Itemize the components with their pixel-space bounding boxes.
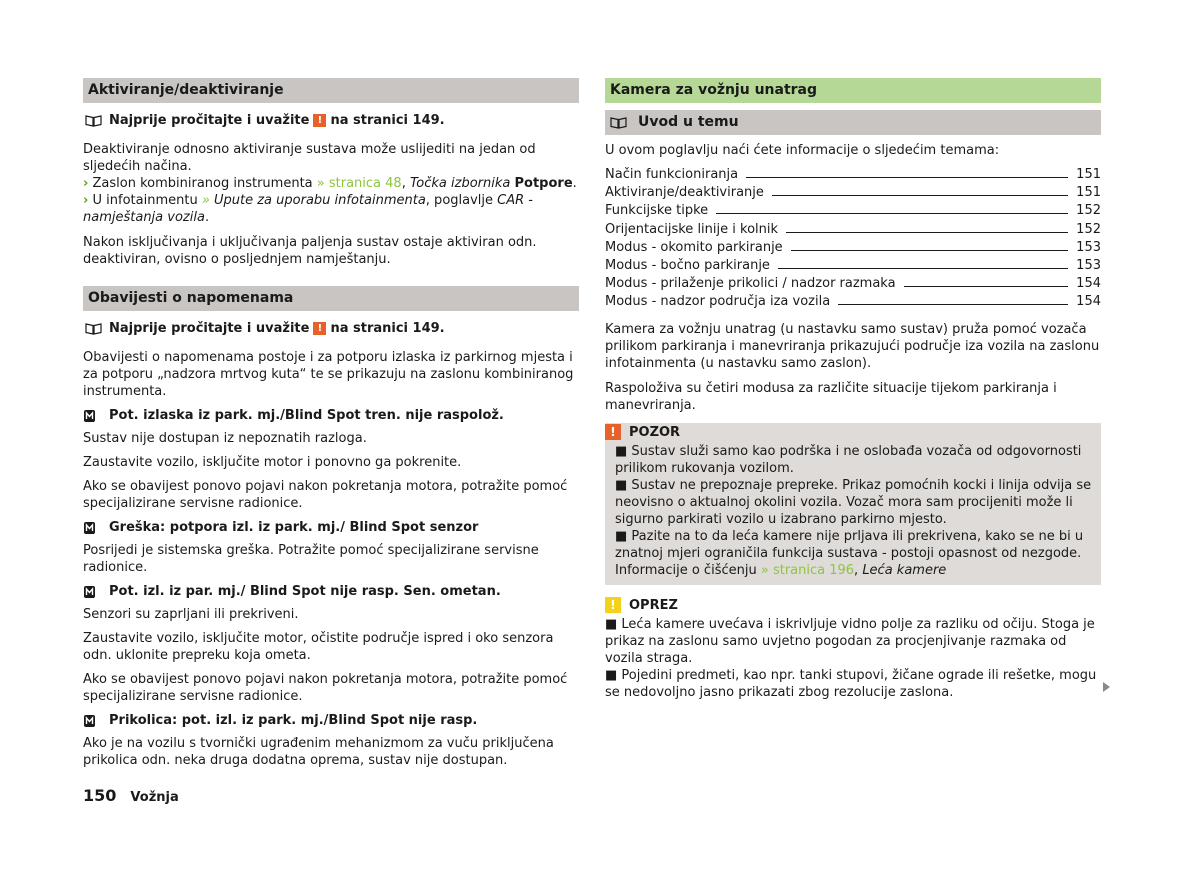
- section-heading-notices: Obavijesti o napomenama: [83, 286, 579, 311]
- caution-item: ■ Sustav ne prepoznaje prepreke. Prikaz pomoćnih kocki i linija odvija se neovisno o aktualnoj okolini vozila. Vozač mora sam procijeniti može li sigurno parkirati vozilo u izabrano parkirno mjesto.: [615, 477, 1092, 527]
- page-link[interactable]: » stranica 48: [316, 176, 402, 191]
- read-first-text-a: Najprije pročitajte i uvažite: [109, 321, 310, 336]
- message-heading: Greška: potpora izl. iz park. mj./ Blind Spot senzor: [83, 519, 579, 536]
- paragraph: U ovom poglavlju naći ćete informacije o sljedećim temama:: [605, 143, 1000, 158]
- paragraph: Ako se obavijest ponovo pojavi nakon pokretanja motora, potražite pomoć specijalizirane servisne radionice.: [83, 672, 568, 704]
- table-of-contents: [605, 166, 1101, 312]
- toc-row[interactable]: [605, 293, 1101, 311]
- display-message-icon: [83, 585, 96, 599]
- bullet-item: › U infotainmentu » Upute za uporabu infotainmenta, poglavlje CAR - namještanja vozila.: [83, 193, 533, 225]
- chevron-right-icon: ›: [83, 193, 89, 208]
- caution-heading: ! POZOR: [605, 424, 1093, 441]
- page-footer: [83, 787, 179, 806]
- toc-row[interactable]: [605, 184, 1101, 202]
- paragraph: Senzori su zaprljani ili prekriveni.: [83, 607, 299, 622]
- book-icon: [85, 323, 102, 335]
- paragraph: Zaustavite vozilo, isključite motor i ponovno ga pokrenite.: [83, 455, 462, 470]
- toc-label: Modus - nadzor područja iza vozila: [605, 294, 831, 310]
- toc-label: Orijentacijske linije i kolnik: [605, 221, 779, 237]
- section-name: Vožnja: [130, 790, 179, 805]
- toc-leader: [904, 286, 1069, 287]
- toc-row[interactable]: [605, 166, 1101, 184]
- message-heading: Prikolica: pot. izl. iz park. mj./Blind Spot nije rasp.: [83, 712, 579, 729]
- toc-label: Način funkcioniranja: [605, 167, 739, 182]
- toc-leader: [791, 250, 1068, 251]
- read-first-note: [83, 320, 579, 337]
- read-first-text-b: na stranici 149.: [330, 321, 445, 336]
- paragraph: Sustav nije dostupan iz nepoznatih razloga.: [83, 431, 367, 446]
- paragraph: Zaustavite vozilo, isključite motor, očistite područje ispred i oko senzora odn. uklonite prepreku koja ometa.: [83, 631, 554, 663]
- toc-label: Modus - bočno parkiranje: [605, 257, 770, 273]
- left-column: [83, 78, 579, 769]
- paragraph: Obavijesti o napomenama postoje i za potporu izlaska iz parkirnog mjesta i za potporu „nadzora mrtvog kuta“ te se prikazuju na zaslonu kombiniranog instrumenta.: [83, 350, 574, 399]
- toc-leader: [746, 177, 1068, 178]
- toc-page: 152: [1076, 203, 1101, 219]
- page-number: 150: [83, 786, 117, 805]
- toc-row[interactable]: [605, 239, 1101, 257]
- notice-item: ■ Pojedini predmeti, kao npr. tanki stupovi, žičane ograde ili rešetke, mogu se nedovoljno jasno prikazati zbog rezolucije zaslona.: [605, 667, 1097, 700]
- warning-icon: !: [313, 114, 326, 127]
- paragraph: Ako je na vozilu s tvornički ugrađenim mehanizmom za vuču priključena prikolica odn. neka druga dodatna oprema, sustav nije dostupan.: [83, 736, 554, 768]
- display-message-icon: [83, 714, 96, 728]
- read-first-text-b: na stranici 149.: [330, 113, 445, 128]
- toc-row[interactable]: [605, 202, 1101, 220]
- toc-page: 154: [1076, 294, 1101, 310]
- toc-page: 151: [1076, 167, 1101, 182]
- paragraph: Raspoloživa su četiri modusa za različite situacije tijekom parkiranja i manevriranja.: [605, 380, 1057, 413]
- message-heading: Pot. izl. iz par. mj./ Blind Spot nije rasp. Sen. ometan.: [83, 583, 579, 600]
- toc-page: 153: [1076, 257, 1101, 273]
- continue-arrow-icon: [1103, 682, 1110, 692]
- message-heading: Pot. izlaska iz park. mj./Blind Spot tren. nije raspolož.: [83, 407, 579, 424]
- notice-item: ■ Leća kamere uvećava i iskrivljuje vidno polje za razliku od očiju. Stoga je prikaz na zaslonu samo uvjetno pogodan za procjenjivanje razmaka od vozila straga.: [605, 616, 1095, 666]
- read-first-text-a: Najprije pročitajte i uvažite: [109, 113, 310, 128]
- warning-icon: !: [605, 597, 621, 613]
- warning-icon: !: [313, 322, 326, 335]
- toc-label: Modus - okomito parkiranje: [605, 239, 783, 255]
- book-icon: [610, 117, 627, 129]
- paragraph: Posrijedi je sistemska greška. Potražite pomoć specijalizirane servisne radionice.: [83, 543, 539, 575]
- toc-page: 151: [1076, 185, 1101, 201]
- bullet-item: › Zaslon kombiniranog instrumenta » stranica 48, Točka izbornika Potpore.: [83, 176, 577, 191]
- paragraph: Deaktiviranje odnosno aktiviranje sustava može uslijediti na jedan od sljedećih načina.: [83, 142, 536, 174]
- toc-page: 153: [1076, 239, 1101, 255]
- toc-label: Aktiviranje/deaktiviranje: [605, 185, 764, 201]
- toc-row[interactable]: [605, 275, 1101, 293]
- paragraph: Kamera za vožnju unatrag (u nastavku samo sustav) pruža pomoć vozača prilikom parkiranja i manevriranja prikazujući područje iza vozila na zaslonu infotainmenta (u nastavku samo zaslon).: [605, 321, 1100, 371]
- chapter-heading: Kamera za vožnju unatrag: [605, 78, 1101, 103]
- toc-leader: [838, 304, 1068, 305]
- warning-icon: !: [605, 424, 621, 440]
- toc-leader: [716, 213, 1068, 214]
- toc-page: 154: [1076, 276, 1101, 292]
- page-link[interactable]: » stranica 196: [760, 562, 855, 578]
- toc-page: 152: [1076, 221, 1101, 237]
- caution-item: ■ Pazite na to da leća kamere nije prljava ili prekrivena, kako se ne bi u znatnoj mjeri ograničila funkcija sustava - postoji opasnost od nezgode. Informacije o čišćenju » stranica 196, Leća kamere: [615, 528, 1084, 578]
- toc-row[interactable]: [605, 221, 1101, 239]
- paragraph: Nakon isključivanja i uključivanja paljenja sustav ostaje aktiviran odn. deaktiviran, ovisno o posljednjem namještanju.: [83, 235, 537, 267]
- toc-leader: [772, 195, 1068, 196]
- toc-row[interactable]: [605, 257, 1101, 275]
- read-first-note: [83, 112, 579, 129]
- subsection-heading: Uvod u temu: [605, 110, 1101, 135]
- toc-label: Modus - prilaženje prikolici / nadzor razmaka: [605, 276, 896, 292]
- toc-leader: [786, 232, 1068, 233]
- toc-leader: [778, 268, 1068, 269]
- caution-item: ■ Sustav služi samo kao podrška i ne oslobađa vozača od odgovornosti prilikom rukovanja vozilom.: [615, 443, 1082, 476]
- book-icon: [85, 115, 102, 127]
- toc-label: Funkcijske tipke: [605, 203, 709, 219]
- display-message-icon: [83, 409, 96, 423]
- chevron-right-icon: ›: [83, 176, 89, 191]
- notice-heading: ! OPREZ: [605, 597, 1101, 614]
- paragraph: Ako se obavijest ponovo pojavi nakon pokretanja motora, potražite pomoć specijalizirane servisne radionice.: [83, 479, 568, 511]
- right-column: [605, 78, 1101, 701]
- caution-box: [605, 423, 1101, 585]
- display-message-icon: [83, 521, 96, 535]
- section-heading-activation: Aktiviranje/deaktiviranje: [83, 78, 579, 103]
